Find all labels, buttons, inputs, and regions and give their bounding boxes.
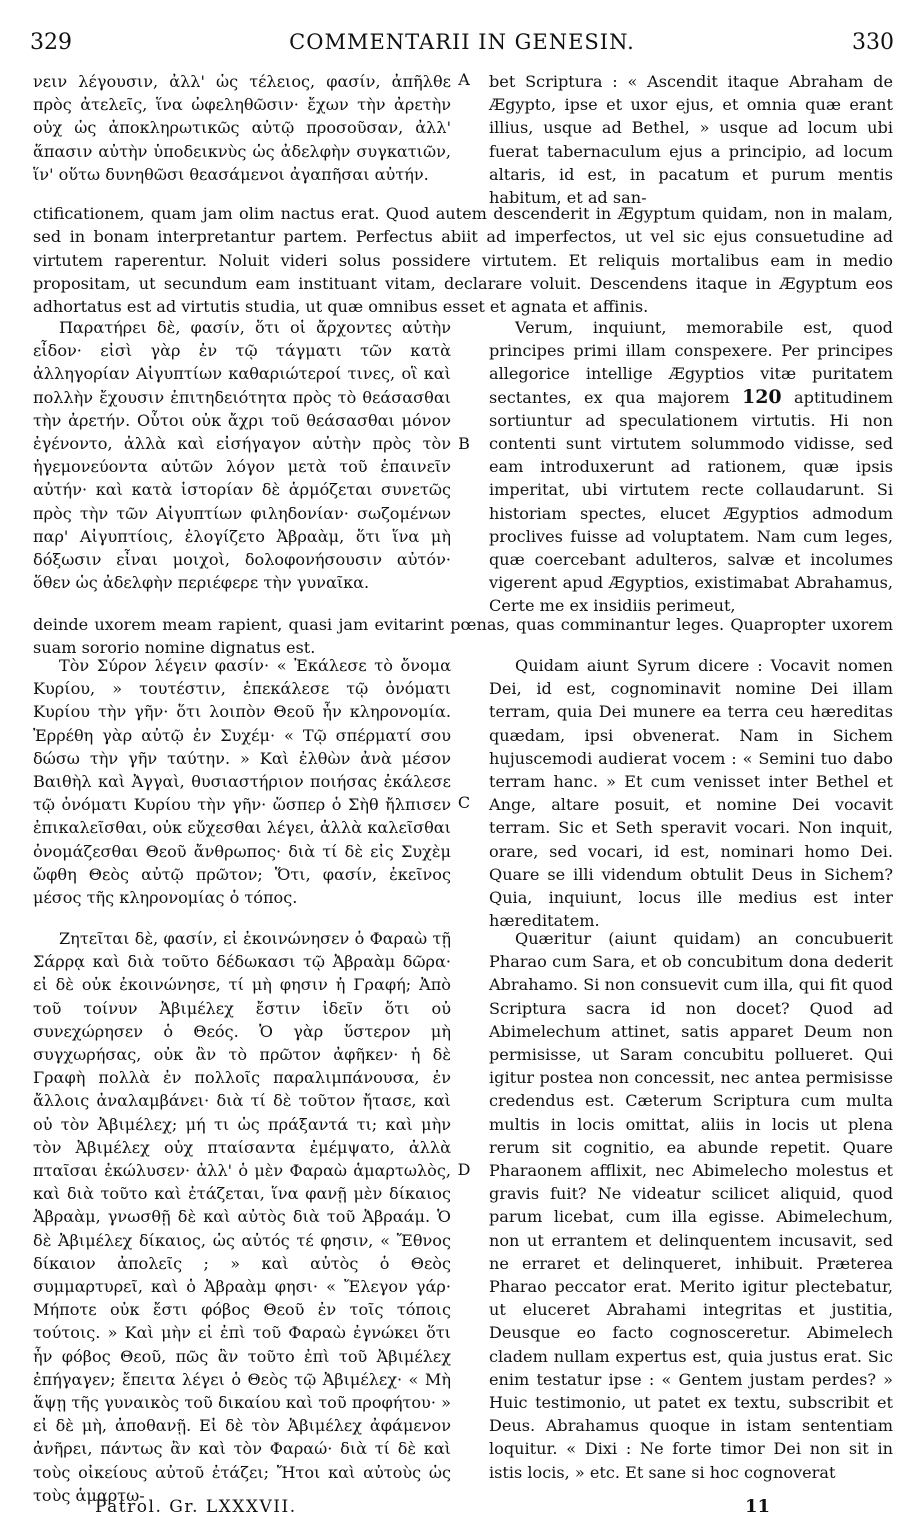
greek-block-2: [33, 316, 451, 594]
full-width-block-1: [33, 186, 893, 334]
column-marker-d: D: [457, 1160, 471, 1179]
latin-paragraph-2-part-2: aptitudinem sortiuntur ad speculationem virtutis. Hi non contenti sunt virtutem solummodo vidisse, sed eam introduxerunt ad rationem, quæ ipsis imperitat, ubi virtutem recte collaudarunt. Si historiam spectes, elucet Ægyptios admodum proclives fuisse ad voluptatem. Nam cum leges, quæ coercebant adulteros, salvæ et incolumes vigerent apud Ægyptios, existimabat Abrahamus, Certe me ex insidiis perimeut,: [489, 387, 893, 616]
left-page-number: 329: [30, 30, 72, 55]
page-header: [30, 30, 894, 60]
right-page-number: 330: [851, 30, 894, 55]
greek-block-3: [33, 654, 451, 909]
latin-paragraph-1: bet Scriptura : « Ascendit itaque Abraham de Ægypto, ipse et uxor ejus, et omnia quæ erant illius, usque ad Bethel, » usque ad locum ubi fuerat tabernaculum ejus a principio, ad locum altaris, id est, in pacatum et purum mentis habitum, et ad san-: [489, 72, 893, 208]
greek-paragraph-3: Τὸν Σύρον λέγειν φασίν· « Ἐκάλεσε τὸ ὄνομα Κυρίου, » τουτέστιν, ἐπεκάλεσε τῷ ὀνόματι Κυρίου τὴν γῆν· ὅτι λοιπὸν Θεοῦ ἦν κληρονομία. Ἐρρέθη γὰρ αὐτῷ ἐν Συχέμ· « Τῷ σπέρματί σου δώσω τὴν γῆν ταύτην. » Καὶ ἐλθὼν ἀνὰ μέσον Βαιθὴλ καὶ Ἀγγαὶ, θυσιαστήριον ποιήσας ἐκάλεσε τῷ ὀνόματι Κυρίου τὴν γῆν· ὥσπερ ὁ Σὴθ ἤλπισεν ἐπικαλεῖσθαι, οὐκ εὔχεσθαι λέγει, ἀλλὰ καλεῖσθαι ὀνομάζεσθαι Θεοῦ ἄνθρωπος· διὰ τί δὲ εἰς Συχὲμ ὤφθη Θεὸς αὐτῷ πρῶτον; Ὅτι, φασίν, ἐκεῖνος μέσος τῆς κληρονομίας ὁ τόπος.: [33, 656, 451, 908]
latin-paragraph-3: Quidam aiunt Syrum dicere : Vocavit nomen Dei, id est, cognominavit nomine Dei illam terram, quia Dei munere ea terra ceu hæreditas quædam, ipsi obvenerat. Nam in Sichem hujuscemodi audierat vocem : « Semini tuo dabo terram hanc. » Et cum venisset inter Bethel et Ange, altare posuit, et nomine Dei vocavit terram. Sic et Seth speravit vocari. Non inquit, orare, sed vocari, id est, nominari homo Dei. Quare se illi videndum obtulit Deus in Sichem? Quia, inquiunt, locus ille medius est inter hæreditatem.: [489, 656, 893, 931]
latin-paragraph-4: Quæritur (aiunt quidam) an concubuerit Pharao cum Sara, et ob concubitum dona dederit Abrahamo. Si non consuevit cum illa, qui fit quod Scriptura sacra id non docet? Quod ad Abimelechum attinet, satis apparet Deum non permisisse, ut Saram concubitu pollueret. Qui igitur postea non concessit, nec antea permisisse credendus est. Cæterum Scriptura cum multa multis in locis omittat, aliis in locis ut plena rerum sit cognitio, ea abunde repetit. Quare Pharaonem afflixit, nec Abimelecho molestus et gravis fuit? Ne videatur scilicet aliquid, quod parum licebat, cum illa egisse. Abimelechum, non ut errantem et delinquentem incusavit, sed ne erraret et delinqueret, inhibuit. Præterea Pharao peccator erat. Merito igitur plectebatur, ut eluceret Abrahami integritas et justitia, Deusque eo facto cognosceretur. Abimelech cladem nullam expertus est, quia justus erat. Sic enim testatur ipse : « Gentem justam perdes? » Huic testimonio, ut patet ex textu, subscribit et Deus. Abrahamus quoque in istam sententiam loquitur. « Dixi : Ne forte timor Dei non sit in istis locis, » etc. Et sane si hoc cognoverat: [489, 929, 893, 1482]
full-width-paragraph-1: ctificationem, quam jam olim nactus erat. Quod autem descenderit in Ægyptum quidam, non in malam, sed in bonam interpretantur partem. Perfectus abiit ad imperfectos, ut vel sic ejus consuetudine ad virtutem raperentur. Noluit videri solus possidere virtutem. Et reliquis mortalibus eam in medio propositam, ut secundum eam instituant vitam, declarare voluit. Descendens itaque in Ægyptum eos adhortatus est ad virtutis studia, ut quæ omnibus esset et agnata et affinis.: [33, 204, 893, 316]
column-marker-c: C: [457, 793, 471, 812]
greek-block-1: [33, 70, 451, 186]
latin-block-2: [489, 316, 893, 618]
latin-block-4: [489, 927, 893, 1484]
greek-block-4: [33, 927, 451, 1507]
full-width-paragraph-2: deinde uxorem meam rapient, quasi jam evitarint pœnas, quas comminantur leges. Quapropter uxorem suam sororio nomine dignatus est.: [33, 615, 893, 658]
column-marker-b: B: [458, 434, 470, 453]
greek-paragraph-1: νειν λέγουσιν, ἀλλ' ὡς τέλειος, φασίν, ἀπῆλθε πρὸς ἀτελεῖς, ἵνα ὠφεληθῶσιν· ἔχων τὴν ἀρετὴν οὐχ ὡς ἀποκληρωτικῶς αὐτῷ προσοῦσαν, ἀλλ' ἅπασιν αὐτὴν ὑποδεικνὺς ὡς ἀδελφὴν συγκατιῶν, ἵν' οὕτω δυνηθῶσι θεασάμενοι ἀγαπῆσαι αὐτήν.: [33, 72, 451, 184]
greek-paragraph-2: Παρατήρει δὲ, φασίν, ὅτι οἱ ἄρχοντες αὐτὴν εἶδον· εἰσὶ γὰρ ἐν τῷ τάγματι τῶν κατὰ ἀλληγορίαν Αἰγυπτίων καθαριώτεροί τινες, οἳ καὶ πολλὴν ἔχουσιν ἐπιτηδειότητα πρὸς τὸ θεάσασθαι τὴν ἀρετήν. Οὗτοι οὐκ ἄχρι τοῦ θεάσασθαι μόνον ἐγένοντο, ἀλλὰ καὶ εἰσήγαγον αὐτὴν πρὸς τὸν ἡγεμονεύοντα αὐτῶν λόγον μετὰ τοῦ ἐπαινεῖν αὐτήν· καὶ κατὰ ἱστορίαν δὲ ἁρμόζεται συνετῶς πρὸς τὴν τῶν Αἰγυπτίων φιληδονίαν· σωζομένων παρ' Αἰγυπτίοις, ἐλογίζετο Ἀβραὰμ, ὅτι ἵνα μὴ δόξωσιν εἶναι μοιχοὶ, δολοφονήσουσιν αὐτόν· ὅθεν ὡς ἀδελφὴν περιέφερε τὴν γυναῖκα.: [33, 318, 451, 593]
sheet-number: 11: [745, 1496, 771, 1517]
greek-paragraph-4: Ζητεῖται δὲ, φασίν, εἰ ἐκοινώνησεν ὁ Φαραὼ τῇ Σάρρᾳ καὶ διὰ τοῦτο δέδωκασι τῷ Ἀβραὰμ δῶρα· εἰ δὲ οὐκ ἐκοινώνησε, τί μὴ φησιν ἡ Γραφή; Ἀπὸ τοῦ τοίνυν Ἀβιμέλεχ ἔστιν ἰδεῖν ὅτι οὐ συνεχώρησεν ὁ Θεός. Ὁ γὰρ ὕστερον μὴ συγχωρήσας, οὐκ ἂν τὸ πρῶτον ἀφῆκεν· ἡ δὲ Γραφὴ πολλὰ ἐν πολλοῖς παραλιμπάνουσα, ἐν ἄλλοις ἀναλαμβάνει· διὰ τί δὲ τοῦτον ἤτασε, καὶ οὐ τὸν Ἀβιμέλεχ; μή τι ὡς πράξαντά τι; καὶ μὴν τὸν Ἀβιμέλεχ οὐχ πταίσαντα ἐμέμψατο, ἀλλὰ πταῖσαι ἐκώλυσεν· ἀλλ' ὁ μὲν Φαραὼ ἁμαρτωλὸς, καὶ διὰ τοῦτο καὶ ἐτάζεται, ἵνα φανῇ μὲν δίκαιος Ἀβραὰμ, γνωσθῇ δὲ καὶ αὐτὸς διὰ τοῦ Ἀβραάμ. Ὁ δὲ Ἀβιμέλεχ δίκαιος, ὡς αὐτός τέ φησιν, « Ἔθνος δίκαιον ἀπολεῖς ; » καὶ αὐτὸς ὁ Θεὸς συμμαρτυρεῖ, καὶ ὁ Ἀβραὰμ φησι· « Ἔλεγον γάρ· Μήποτε οὐκ ἔστι φόβος Θεοῦ ἐν τοῖς τόποις τούτοις. » Καὶ μὴν εἰ ἐπὶ τοῦ Φαραὼ ἐγνώκει ὅτι ἦν φόβος Θεοῦ, πῶς ἂν τοῦτο ἐπὶ τοῦ Ἀβιμέλεχ ἐπήγαγεν; ἔπειτα λέγει ὁ Θεὸς τῷ Ἀβιμέλεχ· « Μὴ ἅψῃ τῆς γυναικὸς τοῦ δικαίου καὶ τοῦ προφήτου· » εἰ δὲ μὴ, ἀποθανῇ. Εἰ δὲ τὸν Ἀβιμέλεχ ἀφάμενον ἀνῆρει, πάντως ἂν καὶ τὸν Φαραώ· διὰ τί δὲ καὶ τοὺς οἰκείους αὐτοῦ ἐτάζει; Ἤτοι καὶ αὐτοὺς ὡς τοὺς ἁμαρτω-: [33, 929, 451, 1505]
margin-page-number: 120: [741, 385, 782, 408]
latin-block-3: [489, 654, 893, 932]
latin-paragraph-2-part-1: Verum, inquiunt, memorabile est, quod principes primi illam conspexere. Per principes allegorice intellige Ægyptios vitæ puritatem sectantes, ex qua majorem: [489, 318, 893, 407]
signature-mark: Patrol. Gr. LXXXVII.: [95, 1497, 297, 1517]
latin-paragraph-2: [489, 316, 893, 618]
running-title: COMMENTARII IN GENESIN.: [289, 30, 635, 54]
column-marker-a: A: [458, 70, 470, 89]
